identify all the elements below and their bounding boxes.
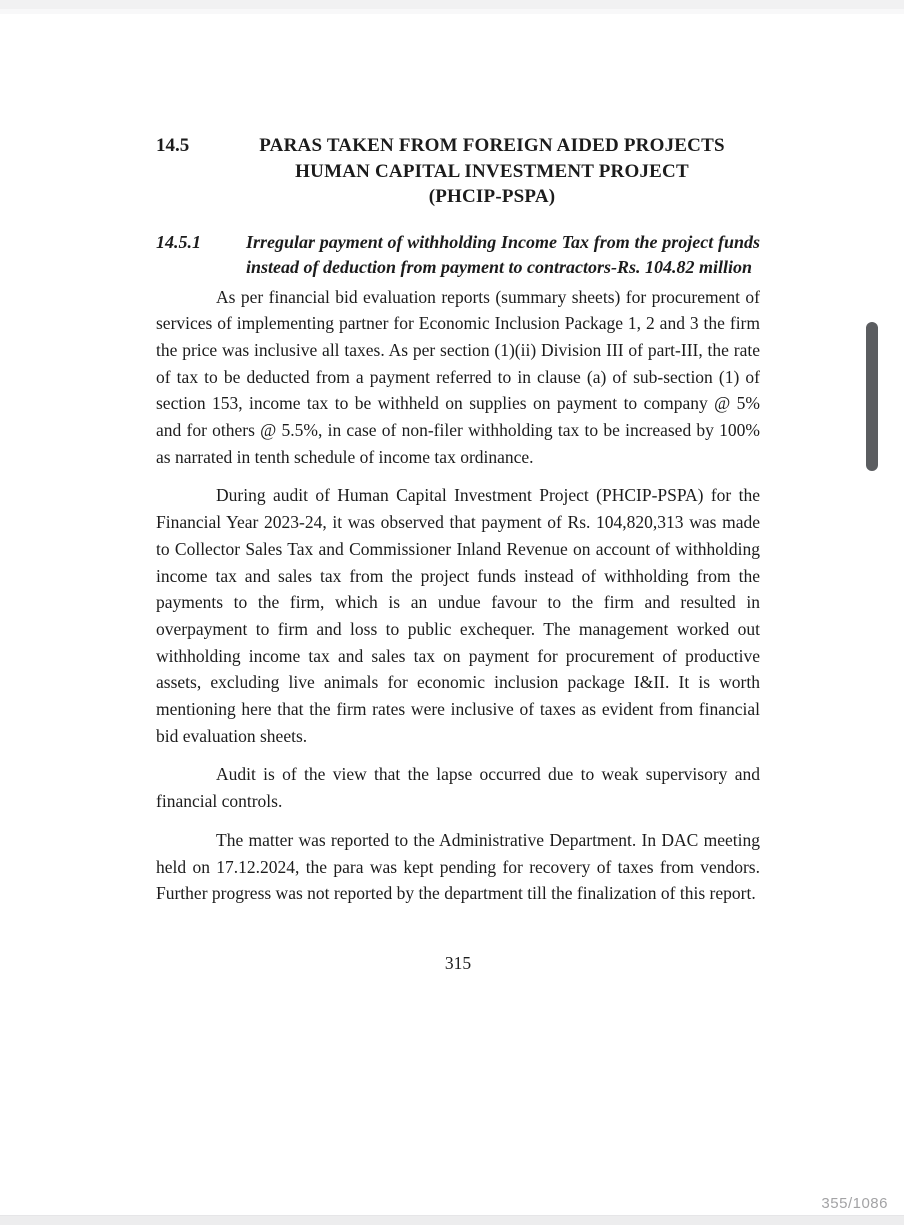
page-indicator: 355/1086 (821, 1195, 888, 1212)
section-heading-line-2: HUMAN CAPITAL INVESTMENT PROJECT (295, 160, 689, 182)
subsection-heading (156, 230, 760, 281)
section-number: 14.5 (156, 135, 190, 156)
paragraph-1: As per financial bid evaluation reports (summary sheets) for procurement of services of implementing partner for Economic Inclusion Package 1, 2 and 3 the firm the price was inclusive all taxes. As per section (1)(ii) Division III of part-III, the rate of tax to be deducted from a payment referred to in clause (a) of sub-section (1) of section 153, income tax to be withheld on supplies on payment to company @ 5% and for others @ 5.5%, in case of non-filer withholding tax to be increased by 100% as narrated in tenth schedule of income tax ordinance. (156, 286, 760, 467)
paragraph-4: The matter was reported to the Administrative Department. In DAC meeting held on 17.12.2024, the para was kept pending for recovery of taxes from vendors. Further progress was not reported by the department till the finalization of this report. (156, 829, 760, 904)
viewer-bottom-chrome (0, 1215, 904, 1225)
document-page (156, 0, 760, 974)
section-heading-line-1: PARAS TAKEN FROM FOREIGN AIDED PROJECTS (259, 135, 725, 156)
paragraph-2: During audit of Human Capital Investment Project (PHCIP-PSPA) for the Financial Year 2023-24, it was observed that payment of Rs. 104,820,313 was made to Collector Sales Tax and Commissioner Inland Revenue on account of withholding income tax and sales tax from the project funds instead of withholding from the payments to the firm, which is an undue favour to the firm and resulted in overpayment to firm and loss to public exchequer. The management worked out withholding income tax and sales tax on payment for procurement of productive assets, excluding live animals for economic inclusion package I&II. It is worth mentioning here that the firm rates were inclusive of taxes as evident from financial bid evaluation sheets. (156, 485, 760, 746)
subsection-number: 14.5.1 (156, 231, 201, 252)
section-heading-line-3: (PHCIP-PSPA) (428, 186, 556, 207)
section-heading-text (224, 133, 760, 210)
page-number: 315 (444, 952, 472, 973)
scrollbar-thumb[interactable] (866, 322, 878, 471)
subsection-heading-text: Irregular payment of withholding Income Tax from the project funds instead of deduction from payment to contractors-Rs. 104.82 million (246, 231, 760, 277)
section-heading (156, 133, 760, 210)
paragraph-3: Audit is of the view that the lapse occurred due to weak supervisory and financial controls. (156, 764, 760, 812)
